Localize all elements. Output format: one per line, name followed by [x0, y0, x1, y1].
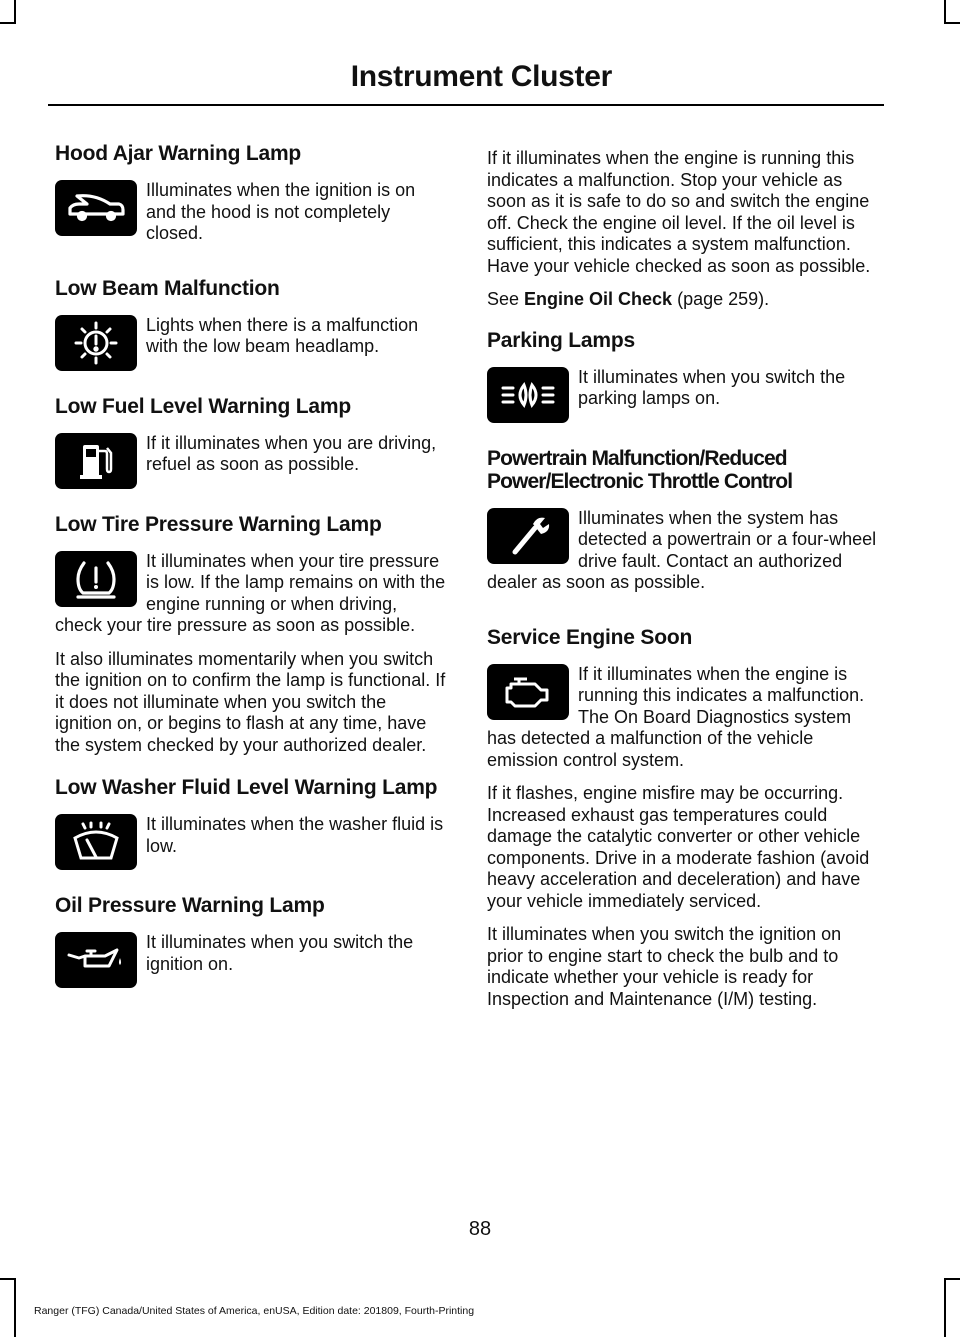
engine-oil-check-link[interactable]: Engine Oil Check: [524, 289, 673, 309]
section-heading: Low Washer Fluid Level Warning Lamp: [55, 776, 438, 799]
check-engine-icon: [487, 664, 569, 720]
section-heading: Low Beam Malfunction: [55, 276, 280, 300]
section-low-fuel: [55, 395, 447, 493]
see-prefix: See: [487, 289, 525, 309]
section-text: It illuminates when your tire pressure is low. If the lamp remains on with the engine running or when driving, check your tire pressure as soon as possible.: [55, 550, 446, 635]
oil-can-icon: [55, 932, 137, 988]
section-text: If it illuminates when you are driving, refuel as soon as possible.: [146, 432, 437, 474]
section-oil-pressure: [55, 894, 447, 992]
low-beam-malfunction-icon: [55, 315, 137, 371]
wrench-icon: [487, 508, 569, 564]
section-service-engine: [487, 626, 879, 1011]
footer-edition-info: Ranger (TFG) Canada/United States of America, enUSA, Edition date: 201809, Fourth-Printing: [34, 1305, 475, 1317]
crop-mark: [0, 1278, 16, 1280]
section-heading: Powertrain Malfunction/Reduced Power/Electronic Throttle Control: [487, 446, 793, 493]
page-number: 88: [468, 1218, 492, 1240]
oil-pressure-continued-text: If it illuminates when the engine is running this indicates a malfunction. Stop your vehicle as soon as it is safe to do so and switch the engine off. Check the engine oil level. If the oil level is sufficient, this indicates a system malfunction. Have your vehicle checked as soon as possible.: [487, 148, 871, 276]
washer-fluid-icon: [55, 814, 137, 870]
section-heading: Low Tire Pressure Warning Lamp: [55, 512, 382, 536]
section-parking-lamps: [487, 329, 879, 427]
section-heading: Parking Lamps: [487, 328, 635, 352]
crop-mark: [14, 0, 16, 22]
see-suffix: (page 259).: [672, 289, 770, 309]
section-text: It illuminates when the washer fluid is low.: [146, 814, 444, 856]
right-column: [487, 142, 879, 1030]
tire-pressure-icon: [55, 551, 137, 607]
section-extra-text: It illuminates when you switch the ignition on prior to engine start to check the bulb and to indicate whether your vehicle is ready for Inspection and Maintenance (I/M) testing.: [487, 924, 842, 1009]
section-powertrain: [487, 447, 879, 606]
left-column: [55, 142, 447, 1012]
section-text: It illuminates when you switch the parking lamps on.: [578, 366, 846, 408]
section-hood-ajar: [55, 142, 447, 257]
section-heading: Hood Ajar Warning Lamp: [55, 142, 302, 165]
section-washer-fluid: [55, 776, 447, 874]
section-text: Illuminates when the system has detected a powertrain or a four-wheel drive fault. Contact an authorized dealer as soon as possible.: [487, 507, 877, 592]
crop-mark: [0, 22, 16, 24]
section-text: Lights when there is a malfunction with the low beam headlamp.: [146, 314, 419, 356]
section-extra-text: It also illuminates momentarily when you switch the ignition on to confirm the lamp is functional. If it does not illuminate when you switch the ignition on, or begins to flash at any time, have the system checked by your authorized dealer.: [55, 648, 446, 755]
section-low-beam: [55, 277, 447, 375]
see-reference: [487, 289, 879, 311]
section-text: It illuminates when you switch the ignition on.: [146, 932, 414, 974]
section-heading: Service Engine Soon: [487, 625, 693, 649]
parking-lamps-icon: [487, 367, 569, 423]
page-title: Instrument Cluster: [350, 60, 612, 93]
crop-mark: [944, 1278, 946, 1337]
crop-mark: [944, 22, 960, 24]
section-tire-pressure: [55, 513, 447, 757]
crop-mark: [944, 0, 946, 22]
crop-mark: [14, 1278, 16, 1337]
crop-mark: [944, 1278, 960, 1280]
section-heading: Oil Pressure Warning Lamp: [55, 894, 325, 917]
section-text: If it illuminates when the engine is running this indicates a malfunction. The On Board Diagnostics system has detected a malfunction of the vehicle emission control system.: [487, 663, 865, 770]
section-text: Illuminates when the ignition is on and the hood is not completely closed.: [146, 180, 416, 243]
fuel-pump-icon: [55, 433, 137, 489]
hood-ajar-icon: [55, 180, 137, 236]
section-extra-text: If it flashes, engine misfire may be occurring. Increased exhaust gas temperatures could damage the catalytic converter or other vehicle components. Drive in a moderate fashion (avoid heavy acceleration and deceleration) and have your vehicle immediately serviced.: [487, 783, 870, 911]
header-divider: [48, 104, 884, 106]
section-heading: Low Fuel Level Warning Lamp: [55, 394, 352, 418]
